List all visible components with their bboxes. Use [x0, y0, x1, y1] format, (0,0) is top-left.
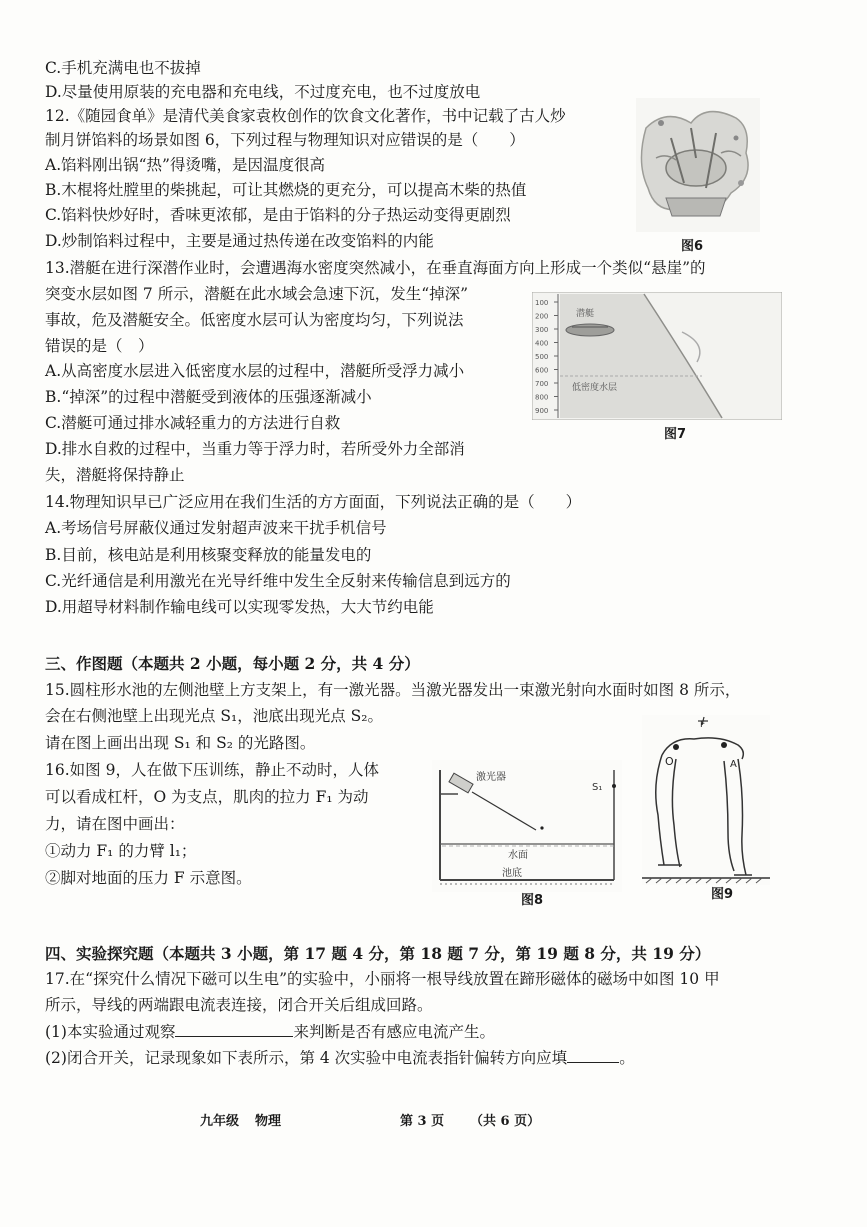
footer-grade: 九年级	[200, 1114, 240, 1129]
figure-7-caption: 图7	[664, 427, 687, 442]
q13-stem: 突变水层如图 7 所示，潜艇在此水域会急速下沉，发生“掉深”	[45, 285, 469, 303]
q15-text: 会在右侧池壁上出现光点 S₁，池底出现光点 S₂。	[45, 707, 384, 725]
q17-text: 17.在“探究什么情况下磁可以生电”的实验中，小丽将一根导线放置在蹄形磁体的磁场中如图 10 甲	[45, 970, 720, 988]
figure-8-label-s1: S₁	[592, 782, 603, 793]
footer-page-number: 第 3 页	[400, 1114, 445, 1129]
footer-subject: 物理	[255, 1114, 282, 1129]
q17-answer-blank-1[interactable]	[175, 1021, 293, 1037]
q11-option-d: D.尽量使用原装的充电器和充电线，不过度充电，也不过度放电	[45, 83, 481, 101]
q13-option-d: D.排水自救的过程中，当重力等于浮力时，若所受外力全部消	[45, 440, 465, 458]
q12-option-c: C.馅料快炒好时，香味更浓郁，是由于馅料的分子热运动变得更剧烈	[45, 206, 511, 224]
figure-7-depth-tick: 900	[535, 407, 549, 415]
q16-text: 16.如图 9，人在做下压训练，静止不动时，人体	[45, 761, 379, 779]
q17-sub-2	[45, 1047, 635, 1068]
q12-option-d: D.炒制馅料过程中，主要是通过热传递在改变馅料的内能	[45, 232, 434, 250]
q13-option-a: A.从高密度水层进入低密度水层的过程中，潜艇所受浮力减小	[45, 362, 465, 380]
figure-7-label-submarine: 潜艇	[576, 309, 595, 319]
figure-9-label-f: F	[700, 720, 706, 730]
figure-8-label-laser: 激光器	[476, 772, 506, 783]
q14-option-b: B.目前，核电站是利用核聚变释放的能量发电的	[45, 546, 372, 564]
figure-8-image	[432, 760, 622, 892]
figure-9-label-o: O	[665, 755, 674, 768]
q12-option-b: B.木棍将灶膛里的柴挑起，可让其燃烧的更充分，可以提高木柴的热值	[45, 181, 527, 199]
figure-8-label-water: 水面	[508, 850, 528, 861]
q17-text: 所示，导线的两端跟电流表连接，闭合开关后组成回路。	[45, 996, 433, 1014]
figure-8-caption: 图8	[521, 893, 544, 908]
q17-sub-1-before: (1)本实验通过观察	[45, 1023, 176, 1041]
q17-sub-1	[45, 1021, 495, 1042]
q11-option-c: C.手机充满电也不拔掉	[45, 59, 201, 77]
figure-6-caption: 图6	[681, 239, 704, 254]
figure-7-label-layer: 低密度水层	[572, 383, 618, 393]
figure-7-image	[532, 292, 782, 420]
q14-stem: 14.物理知识早已广泛应用在我们生活的方方面面，下列说法正确的是（ ）	[45, 493, 582, 511]
section-4-heading: 四、实验探究题（本题共 3 小题，第 17 题 4 分，第 18 题 7 分，第 19 题 8 分，共 19 分）	[45, 944, 711, 963]
section-3-heading: 三、作图题（本题共 2 小题，每小题 2 分，共 4 分）	[45, 654, 420, 673]
figure-7-depth-tick: 100	[535, 299, 549, 307]
q17-answer-blank-2[interactable]	[567, 1047, 619, 1063]
q17-sub-1-after: 来判断是否有感应电流产生。	[293, 1023, 495, 1041]
q13-option-d: 失，潜艇将保持静止	[45, 466, 185, 484]
q17-sub-2-before: (2)闭合开关，记录现象如下表所示，第 4 次实验中电流表指针偏转方向应填	[45, 1049, 568, 1067]
figure-7-depth-tick: 700	[535, 380, 549, 388]
q13-option-b: B.“掉深”的过程中潜艇受到液体的压强逐渐减小	[45, 388, 372, 406]
figure-9-caption: 图9	[711, 887, 734, 902]
q14-option-a: A.考场信号屏蔽仪通过发射超声波来干扰手机信号	[45, 519, 387, 537]
q13-option-c: C.潜艇可通过排水减轻重力的方法进行自救	[45, 414, 341, 432]
figure-7-depth-tick: 800	[535, 393, 549, 402]
q12-option-a: A.馅料刚出锅“热”得烫嘴，是因温度很高	[45, 156, 325, 174]
figure-9-label-a: A	[730, 759, 737, 770]
q13-stem: 13.潜艇在进行深潜作业时，会遭遇海水密度突然减小，在垂直海面方向上形成一个类似“悬崖”的	[45, 259, 706, 277]
figure-7-depth-tick: 300	[535, 326, 549, 334]
figure-7-depth-tick: 500	[535, 353, 549, 361]
footer-total-pages: （共 6 页）	[470, 1114, 541, 1129]
figure-7-depth-tick: 200	[535, 312, 549, 321]
q16-text: 力，请在图中画出：	[45, 815, 185, 833]
figure-7-depth-tick: 400	[535, 339, 549, 348]
q16-text: ①动力 F₁ 的力臂 l₁；	[45, 842, 197, 860]
figure-6-image	[636, 98, 760, 232]
q15-text: 请在图上画出出现 S₁ 和 S₂ 的光路图。	[45, 734, 316, 752]
q14-option-d: D.用超导材料制作输电线可以实现零发热，大大节约电能	[45, 598, 434, 616]
q15-text: 15.圆柱形水池的左侧池壁上方支架上，有一激光器。当激光器发出一束激光射向水面时如图 8 所示，	[45, 681, 741, 699]
q14-option-c: C.光纤通信是利用激光在光导纤维中发生全反射来传输信息到远方的	[45, 572, 511, 590]
figure-8-label-bottom: 池底	[502, 868, 522, 879]
q13-stem: 错误的是（ ）	[45, 337, 154, 355]
q13-stem: 事故，危及潜艇安全。低密度水层可认为密度均匀，下列说法	[45, 311, 464, 329]
figure-7-depth-tick: 600	[535, 366, 549, 375]
q16-text: 可以看成杠杆，O 为支点，肌肉的拉力 F₁ 为动	[45, 788, 369, 806]
q17-sub-2-after: 。	[619, 1049, 635, 1067]
q12-stem: 制月饼馅料的场景如图 6，下列过程与物理知识对应错误的是（ ）	[45, 131, 525, 149]
q12-stem: 12.《随园食单》是清代美食家袁枚创作的饮食文化著作，书中记载了古人炒	[45, 107, 566, 125]
q16-text: ②脚对地面的压力 F 示意图。	[45, 869, 252, 887]
figure-9-image	[642, 715, 770, 885]
